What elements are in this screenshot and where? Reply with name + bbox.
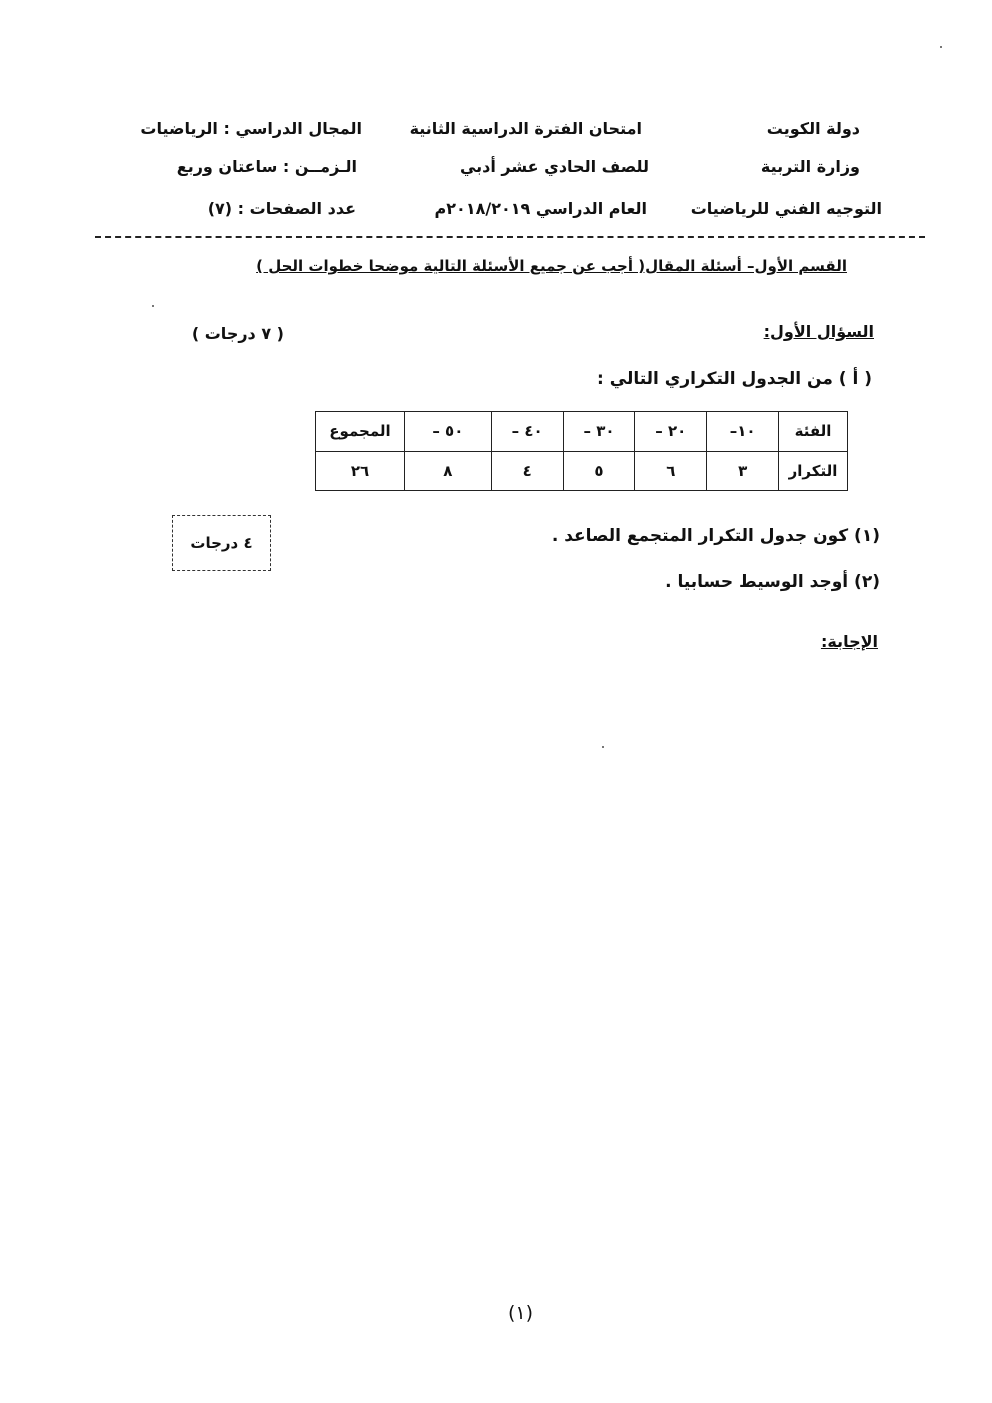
total-header: المجموع bbox=[316, 412, 405, 452]
frequency-total: ٢٦ bbox=[316, 451, 405, 491]
frequency-cell: ٥ bbox=[563, 451, 635, 491]
row-label-class: الفئة bbox=[779, 412, 848, 452]
class-cell: ٤٠ – bbox=[491, 412, 563, 452]
sub-item-1: (١) كون جدول التكرار المتجمع الصاعد . bbox=[551, 526, 880, 546]
class-cell: ٢٠ – bbox=[635, 412, 707, 452]
question-marks: ( ٧ درجات ) bbox=[191, 324, 284, 343]
sub-item-2: (٢) أوجد الوسيط حسابيا . bbox=[665, 572, 880, 592]
header-ministry: وزارة التربية bbox=[760, 157, 860, 176]
frequency-table bbox=[315, 411, 848, 491]
header-exam-title: امتحان الفترة الدراسية الثانية bbox=[409, 119, 642, 138]
frequency-row bbox=[316, 451, 848, 491]
class-cell: ٥٠ – bbox=[404, 412, 491, 452]
section-title: القسم الأول– أسئلة المقال( أجب عن جميع الأسئلة التالية موضحا خطوات الحل ) bbox=[256, 257, 847, 275]
header-subject: المجال الدراسي : الرياضيات bbox=[140, 119, 362, 138]
frequency-cell: ٣ bbox=[707, 451, 779, 491]
frequency-cell: ٦ bbox=[635, 451, 707, 491]
class-cell: ١٠– bbox=[707, 412, 779, 452]
scan-speck bbox=[602, 746, 604, 748]
sub-marks-label: ٤ درجات bbox=[190, 534, 253, 552]
header-pages: عدد الصفحات : (٧) bbox=[207, 199, 356, 218]
class-row bbox=[316, 412, 848, 452]
class-cell: ٣٠ – bbox=[563, 412, 635, 452]
header-country: دولة الكويت bbox=[766, 119, 860, 138]
header-divider bbox=[95, 236, 925, 238]
frequency-cell: ٨ bbox=[404, 451, 491, 491]
header-year: العام الدراسي ٢٠١٨/٢٠١٩م bbox=[434, 199, 647, 218]
question-title: السؤال الأول: bbox=[763, 322, 874, 341]
scan-speck bbox=[152, 305, 154, 307]
header-grade: للصف الحادي عشر أدبي bbox=[459, 157, 649, 176]
header-time: الـزمــن : ساعتان وربع bbox=[176, 157, 357, 176]
header-department: التوجيه الفني للرياضيات bbox=[690, 199, 882, 218]
answer-label: الإجابة: bbox=[820, 632, 878, 651]
frequency-cell: ٤ bbox=[491, 451, 563, 491]
row-label-frequency: التكرار bbox=[779, 451, 848, 491]
part-a-prompt: ( أ ) من الجدول التكراري التالي : bbox=[597, 369, 872, 389]
page-number: (١) bbox=[508, 1302, 534, 1324]
scan-speck bbox=[940, 46, 942, 48]
sub-marks-box bbox=[172, 515, 271, 571]
